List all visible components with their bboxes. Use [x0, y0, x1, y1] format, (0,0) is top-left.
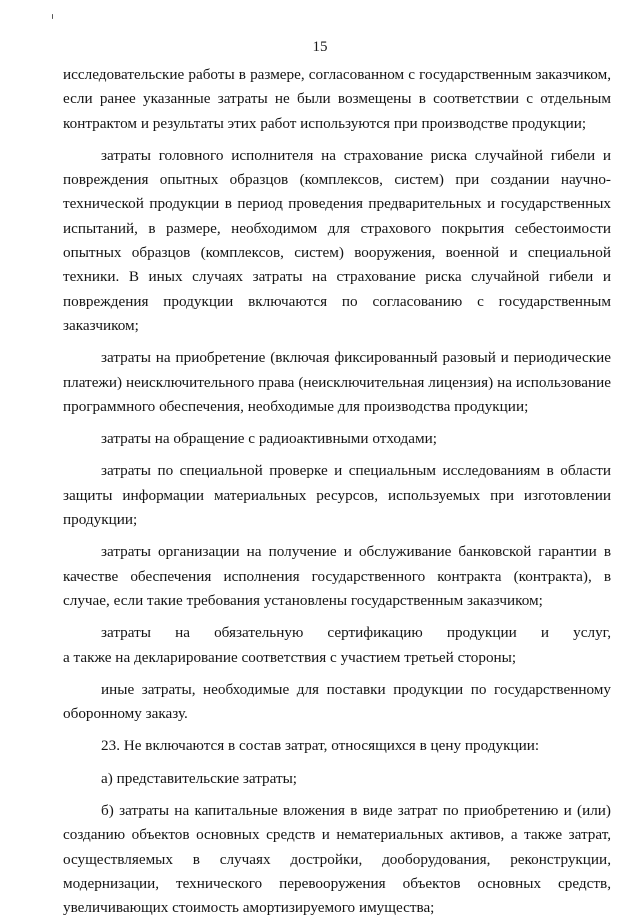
paragraph: а также на декларирование соответствия с участием третьей стороны; [63, 648, 517, 666]
paragraph: затраты на обращение с радиоактивными отходами; [101, 430, 437, 448]
section-heading: 23. Не включаются в состав затрат, относящихся в цену продукции: [101, 737, 540, 755]
paragraph: исследовательские работы в размере, согласованном с государственным заказчиком, если ранее указанные затраты не были возмещены в соответствии с отдельным контрактом и результаты этих работ используются при производстве продукции; [63, 66, 611, 132]
paragraph: затраты на приобретение (включая фиксированный разовый и периодические платежи) неисключительного права (неисключительная лицензия) на использование программного обеспечения, необходимые для производства продукции; [63, 349, 611, 415]
paragraph: затраты на обязательную сертификацию продукции и услуг, [101, 624, 611, 642]
paragraph: затраты организации на получение и обслуживание банковской гарантии в качестве обеспечения исполнения государственного контракта (контракта), в случае, если такие требования установлены государственным заказчиком; [63, 543, 611, 609]
list-item: а) представительские затраты; [101, 769, 298, 787]
list-item: б) затраты на капитальные вложения в виде затрат по приобретению и (или) созданию объектов основных средств и нематериальных активов, а также затрат, осуществляемых в случаях достройки, дооборудования, реконструкции, модернизации, технического перевооружения объектов основных средств, увеличивающих стоимость амортизируемого имущества; [63, 802, 611, 917]
scan-mark [52, 14, 53, 19]
paragraph: иные затраты, необходимые для поставки продукции по государственному оборонному заказу. [63, 680, 611, 723]
paragraph: затраты по специальной проверке и специальным исследованиям в области защиты информации материальных ресурсов, используемых при изготовлении продукции; [63, 462, 611, 529]
document-body [63, 63, 611, 921]
paragraph: затраты головного исполнителя на страхование риска случайной гибели и повреждения опытных образцов (комплексов, систем) при создании научно-технической продукции в период проведения предварительных и государственных испытаний, в размере, необходимом для страхового покрытия себестоимости опытных образцов (комплексов, систем) вооружения, военной и специальной техники. В иных случаях затраты на страхование риска случайной гибели и повреждения продукции включаются по согласованию с государственным заказчиком; [63, 146, 611, 334]
page-number: 15 [312, 39, 328, 55]
